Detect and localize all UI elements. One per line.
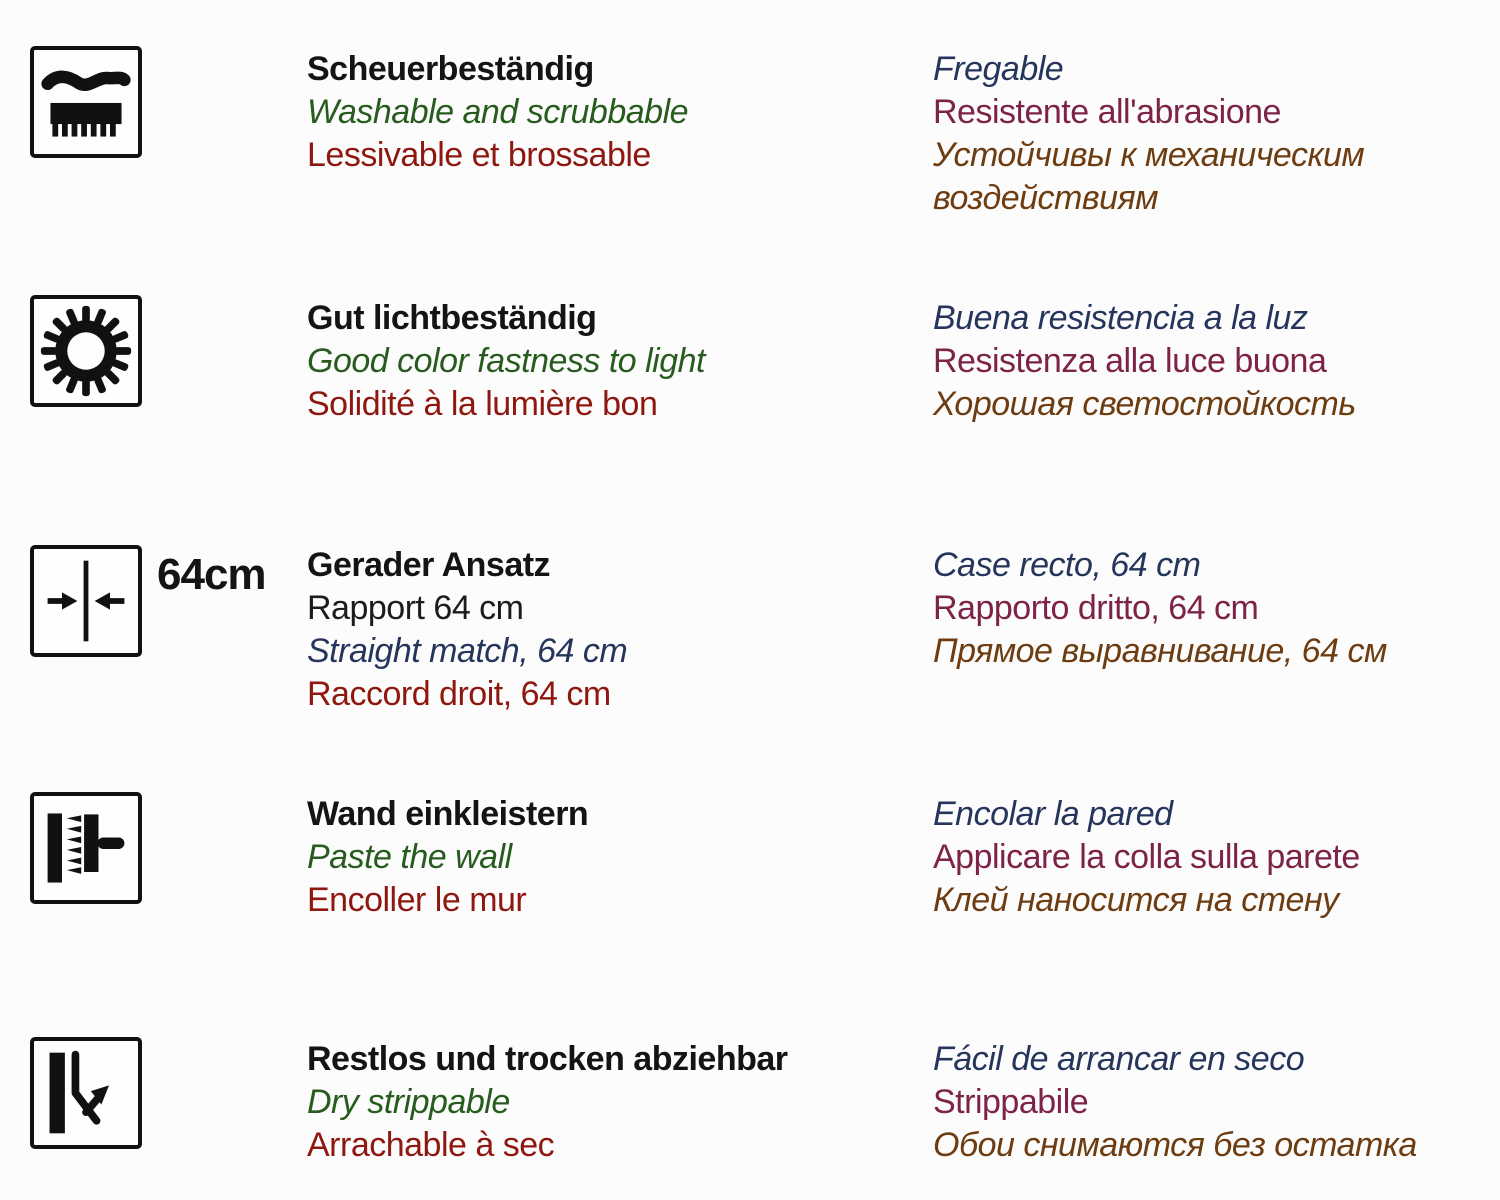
row4-labels-left <box>307 793 927 922</box>
label-italian: Resistente all'abrasione <box>933 93 1281 131</box>
row5-labels-left <box>307 1038 927 1167</box>
label-english: Dry strippable <box>307 1083 510 1121</box>
row2-labels-left <box>307 297 927 426</box>
label-spanish: Fregable <box>933 50 1064 88</box>
label-italian: Applicare la colla sulla parete <box>933 838 1360 876</box>
row2-labels-right <box>933 297 1493 426</box>
label-german: Gut lichtbeständig <box>307 299 597 337</box>
light-fastness-icon <box>30 295 142 407</box>
dry-strippable-icon <box>30 1037 142 1149</box>
label-italian: Resistenza alla luce buona <box>933 342 1327 380</box>
washable-scrubbable-icon <box>30 46 142 158</box>
label-russian: Обои снимаются без остатка <box>933 1126 1417 1164</box>
label-german: Scheuerbeständig <box>307 50 594 88</box>
label-french: Encoller le mur <box>307 881 527 919</box>
label-german: Wand einkleistern <box>307 795 589 833</box>
paste-the-wall-icon <box>30 792 142 904</box>
label-russian: Хорошая светостойкость <box>933 385 1356 423</box>
label-spanish: Case recto, 64 cm <box>933 546 1201 584</box>
row1-labels-right <box>933 48 1493 220</box>
label-german: Gerader Ansatz <box>307 546 551 584</box>
arrows-to-line-icon <box>38 553 134 649</box>
paste-brush-wall-icon <box>38 800 134 896</box>
row4-labels-right <box>933 793 1493 922</box>
label-english: Straight match, 64 cm <box>307 632 628 670</box>
label-german-rapport: Rapport 64 cm <box>307 589 524 627</box>
label-russian: Устойчивы к механическим воздействиям <box>933 136 1365 217</box>
scrub-brush-icon <box>38 54 134 150</box>
label-spanish: Encolar la pared <box>933 795 1173 833</box>
row3-labels-right <box>933 544 1493 673</box>
label-italian: Rapporto dritto, 64 cm <box>933 589 1259 627</box>
label-english: Paste the wall <box>307 838 512 876</box>
label-italian: Strippabile <box>933 1083 1089 1121</box>
label-french: Solidité à la lumière bon <box>307 385 658 423</box>
label-english: Good color fastness to light <box>307 342 706 380</box>
sun-gear-icon <box>38 303 134 399</box>
label-german: Restlos und trocken abziehbar <box>307 1040 788 1078</box>
label-spanish: Fácil de arrancar en seco <box>933 1040 1305 1078</box>
row3-labels-left <box>307 544 927 716</box>
label-english: Washable and scrubbable <box>307 93 689 131</box>
label-french: Raccord droit, 64 cm <box>307 675 611 713</box>
label-french: Lessivable et brossable <box>307 136 651 174</box>
straight-match-icon <box>30 545 142 657</box>
label-russian: Прямое выравнивание, 64 см <box>933 632 1387 670</box>
row1-labels-left <box>307 48 927 177</box>
label-spanish: Buena resistencia a la luz <box>933 299 1308 337</box>
repeat-size-label: 64cm <box>157 550 266 599</box>
peel-off-wall-icon <box>38 1045 134 1141</box>
label-french: Arrachable à sec <box>307 1126 555 1164</box>
row5-labels-right <box>933 1038 1493 1167</box>
label-russian: Клей наносится на стену <box>933 881 1339 919</box>
